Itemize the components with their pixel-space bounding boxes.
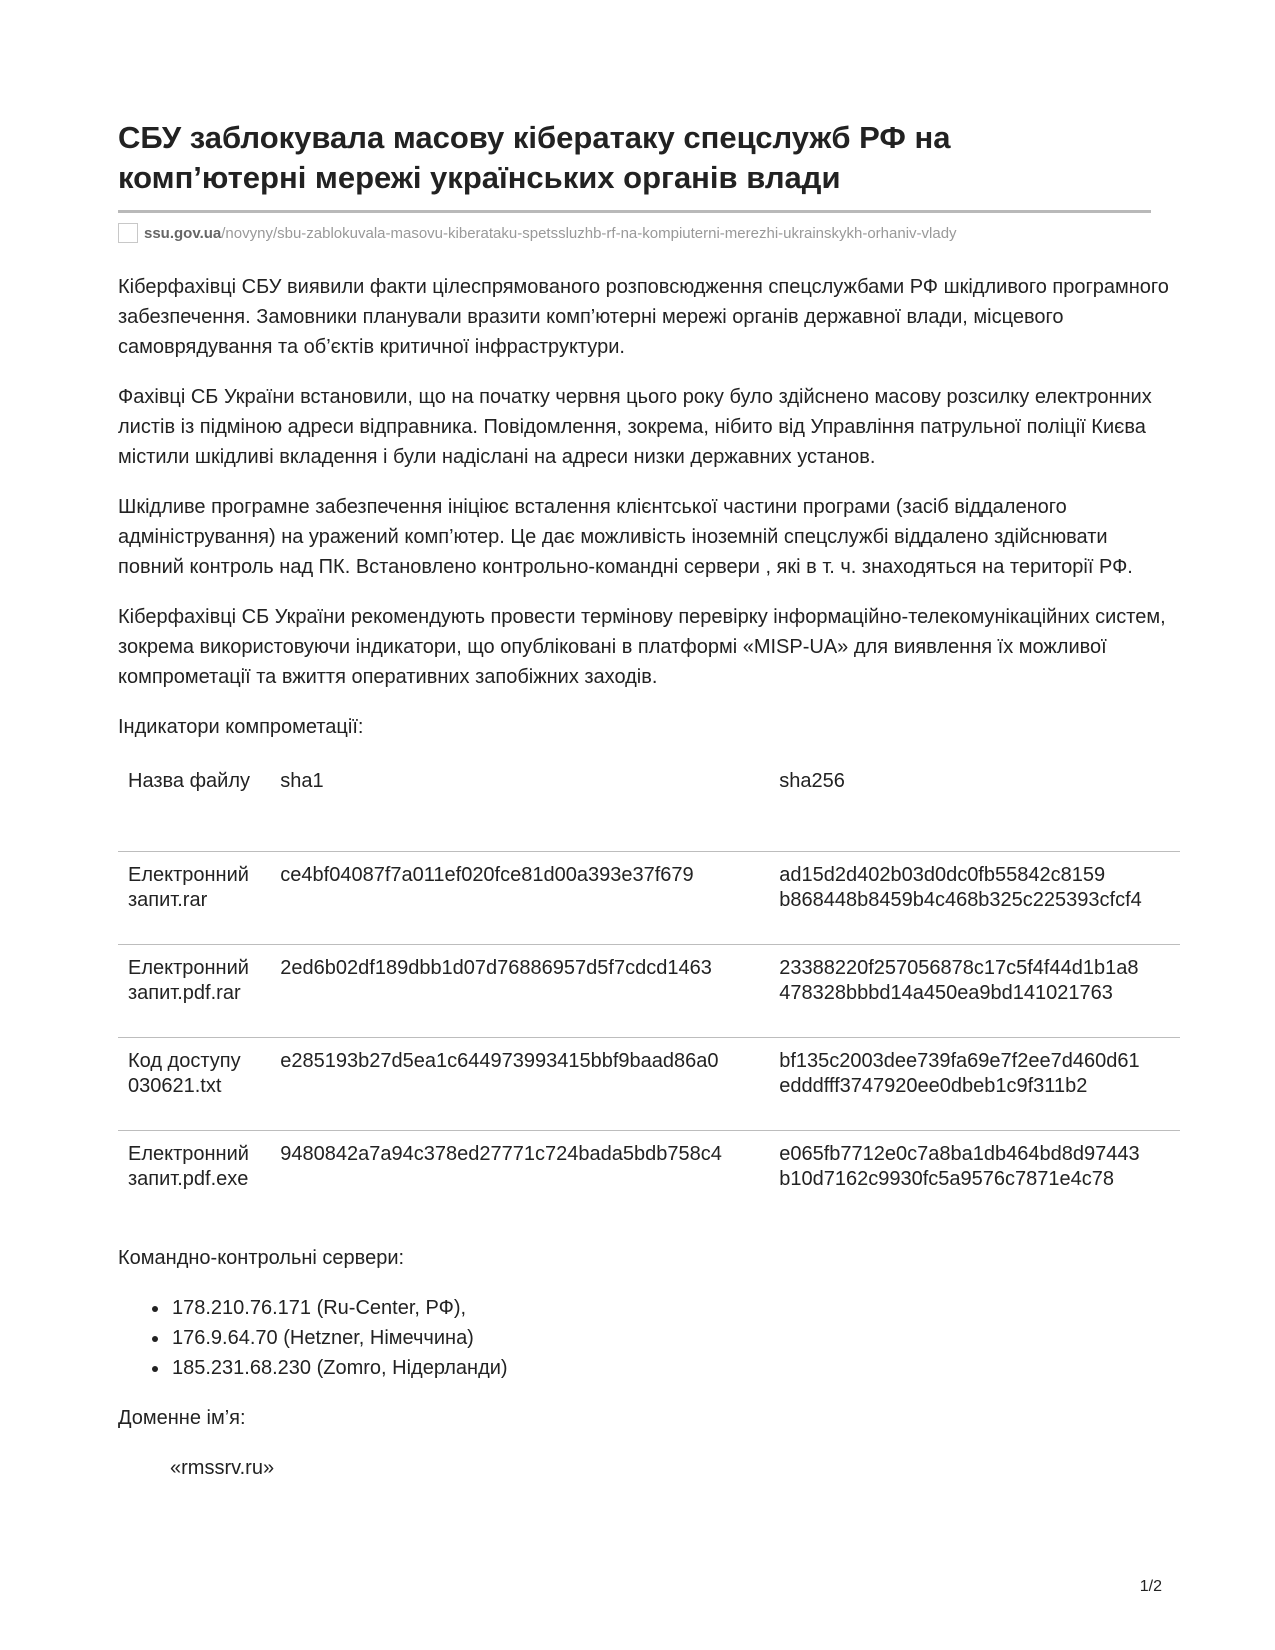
ioc-table xyxy=(118,758,1180,1223)
table-row xyxy=(118,944,1180,1037)
list-item: • 185.231.68.230 (Zomro, Нідерланди) xyxy=(170,1353,1178,1383)
title-divider xyxy=(118,210,1151,213)
servers-label: Командно-контрольні сервери: xyxy=(118,1247,405,1269)
header-sha256: sha256 xyxy=(779,770,845,792)
page-number: 1/2 xyxy=(1139,1578,1162,1595)
cell-sha1: ce4bf04087f7a011ef020fce81d00a393e37f679 xyxy=(270,851,769,944)
paragraph-4: Кіберфахівці СБ України рекомендують провести термінову перевірку інформаційно-телекомунікаційних систем, зокрема використовуючи індикатори, що опубліковані в платформі «MISP-UA» для виявлення їх можливої компрометації та вжиття оперативних запобіжних заходів. xyxy=(118,606,1166,688)
sha256-part-a: ad15d2d402b03d0dc0fb55842c8159 xyxy=(779,863,1106,886)
sha256-part-b: edddfff3747920ee0dbeb1c9f311b2 xyxy=(779,1074,1088,1097)
sha256-part-a: 23388220f257056878c17c5f4f44d1b1a8 xyxy=(779,956,1139,979)
cell-sha1: 9480842a7a94c378ed27771c724bada5bdb758c4 xyxy=(270,1130,769,1223)
servers-list xyxy=(118,1293,1178,1383)
list-item: • 178.210.76.171 (Ru-Center, РФ), xyxy=(170,1293,1178,1323)
cell-sha1: 2ed6b02df189dbb1d07d76886957d5f7cdcd1463 xyxy=(270,944,769,1037)
cell-file: Електронний запит.rar xyxy=(118,851,270,944)
url-domain: ssu.gov.ua xyxy=(144,224,222,242)
table-row xyxy=(118,1037,1180,1130)
list-item: • 176.9.64.70 (Hetzner, Німеччина) xyxy=(170,1323,1178,1353)
sha256-part-b: b10d7162c9930fc5a9576c7871e4c78 xyxy=(779,1167,1114,1190)
page-favicon-icon xyxy=(118,223,138,243)
source-url-row xyxy=(118,220,1178,246)
source-url-link[interactable] xyxy=(144,225,957,242)
header-file-name: Назва файлу xyxy=(128,770,251,792)
ioc-label: Індикатори компрометації: xyxy=(118,716,364,738)
table-row xyxy=(118,851,1180,944)
domain-label: Доменне ім’я: xyxy=(118,1407,246,1429)
sha256-part-a: e065fb7712e0c7a8ba1db464bd8d97443 xyxy=(779,1142,1140,1165)
url-path: /novyny/sbu-zablokuvala-masovu-kiberataku-spetssluzhb-rf-na-kompiuterni-merezhi-ukrainskykh-orhaniv-vlady xyxy=(221,224,957,242)
sha256-part-b: b868448b8459b4c468b325c225393cfcf4 xyxy=(779,888,1142,911)
cell-file: Електронний запит.pdf.exe xyxy=(118,1130,270,1223)
cell-sha256 xyxy=(769,944,1180,1037)
page-title xyxy=(118,118,1178,198)
sha256-part-a: bf135c2003dee739fa69e7f2ee7d460d61 xyxy=(779,1049,1140,1072)
paragraph-1: Кіберфахівці СБУ виявили факти цілеспрямованого розповсюдження спецслужбами РФ шкідливого програмного забезпечення. Замовники планували вразити комп’ютерні мережі органів державної влади, місцевого самоврядування та об’єктів критичної інфраструктури. xyxy=(118,276,1169,358)
cell-file: Код доступу 030621.txt xyxy=(118,1037,270,1130)
title-line-2: комп’ютерні мережі українських органів влади xyxy=(118,160,841,195)
cell-sha256 xyxy=(769,1037,1180,1130)
header-sha1: sha1 xyxy=(280,770,324,792)
article xyxy=(118,118,1178,1483)
cell-sha256 xyxy=(769,851,1180,944)
cell-sha1: e285193b27d5ea1c644973993415bbf9baad86a0 xyxy=(270,1037,769,1130)
paragraph-2: Фахівці СБ України встановили, що на початку червня цього року було здійснено масову розсилку електронних листів із підміною адреси відправника. Повідомлення, зокрема, нібито від Управління патрульної поліції Києва містили шкідливі вкладення і були надіслані на адреси низки державних установ. xyxy=(118,386,1152,468)
paragraph-3: Шкідливе програмне забезпечення ініціює всталення клієнтської частини програми (засіб віддаленого адміністрування) на уражений комп’ютер. Це дає можливість іноземній спецслужбі віддалено здійснювати повний контроль над ПК. Встановлено контрольно-командні сервери , які в т. ч. знаходяться на території РФ. xyxy=(118,496,1133,578)
cell-sha256 xyxy=(769,1130,1180,1223)
table-row xyxy=(118,1130,1180,1223)
sha256-part-b: 478328bbbd14a450ea9bd141021763 xyxy=(779,981,1113,1004)
title-line-1: СБУ заблокувала масову кібератаку спецслужб РФ на xyxy=(118,120,951,155)
cell-file: Електронний запит.pdf.rar xyxy=(118,944,270,1037)
domain-value: «rmssrv.ru» xyxy=(170,1457,275,1479)
table-header-row xyxy=(118,758,1180,851)
